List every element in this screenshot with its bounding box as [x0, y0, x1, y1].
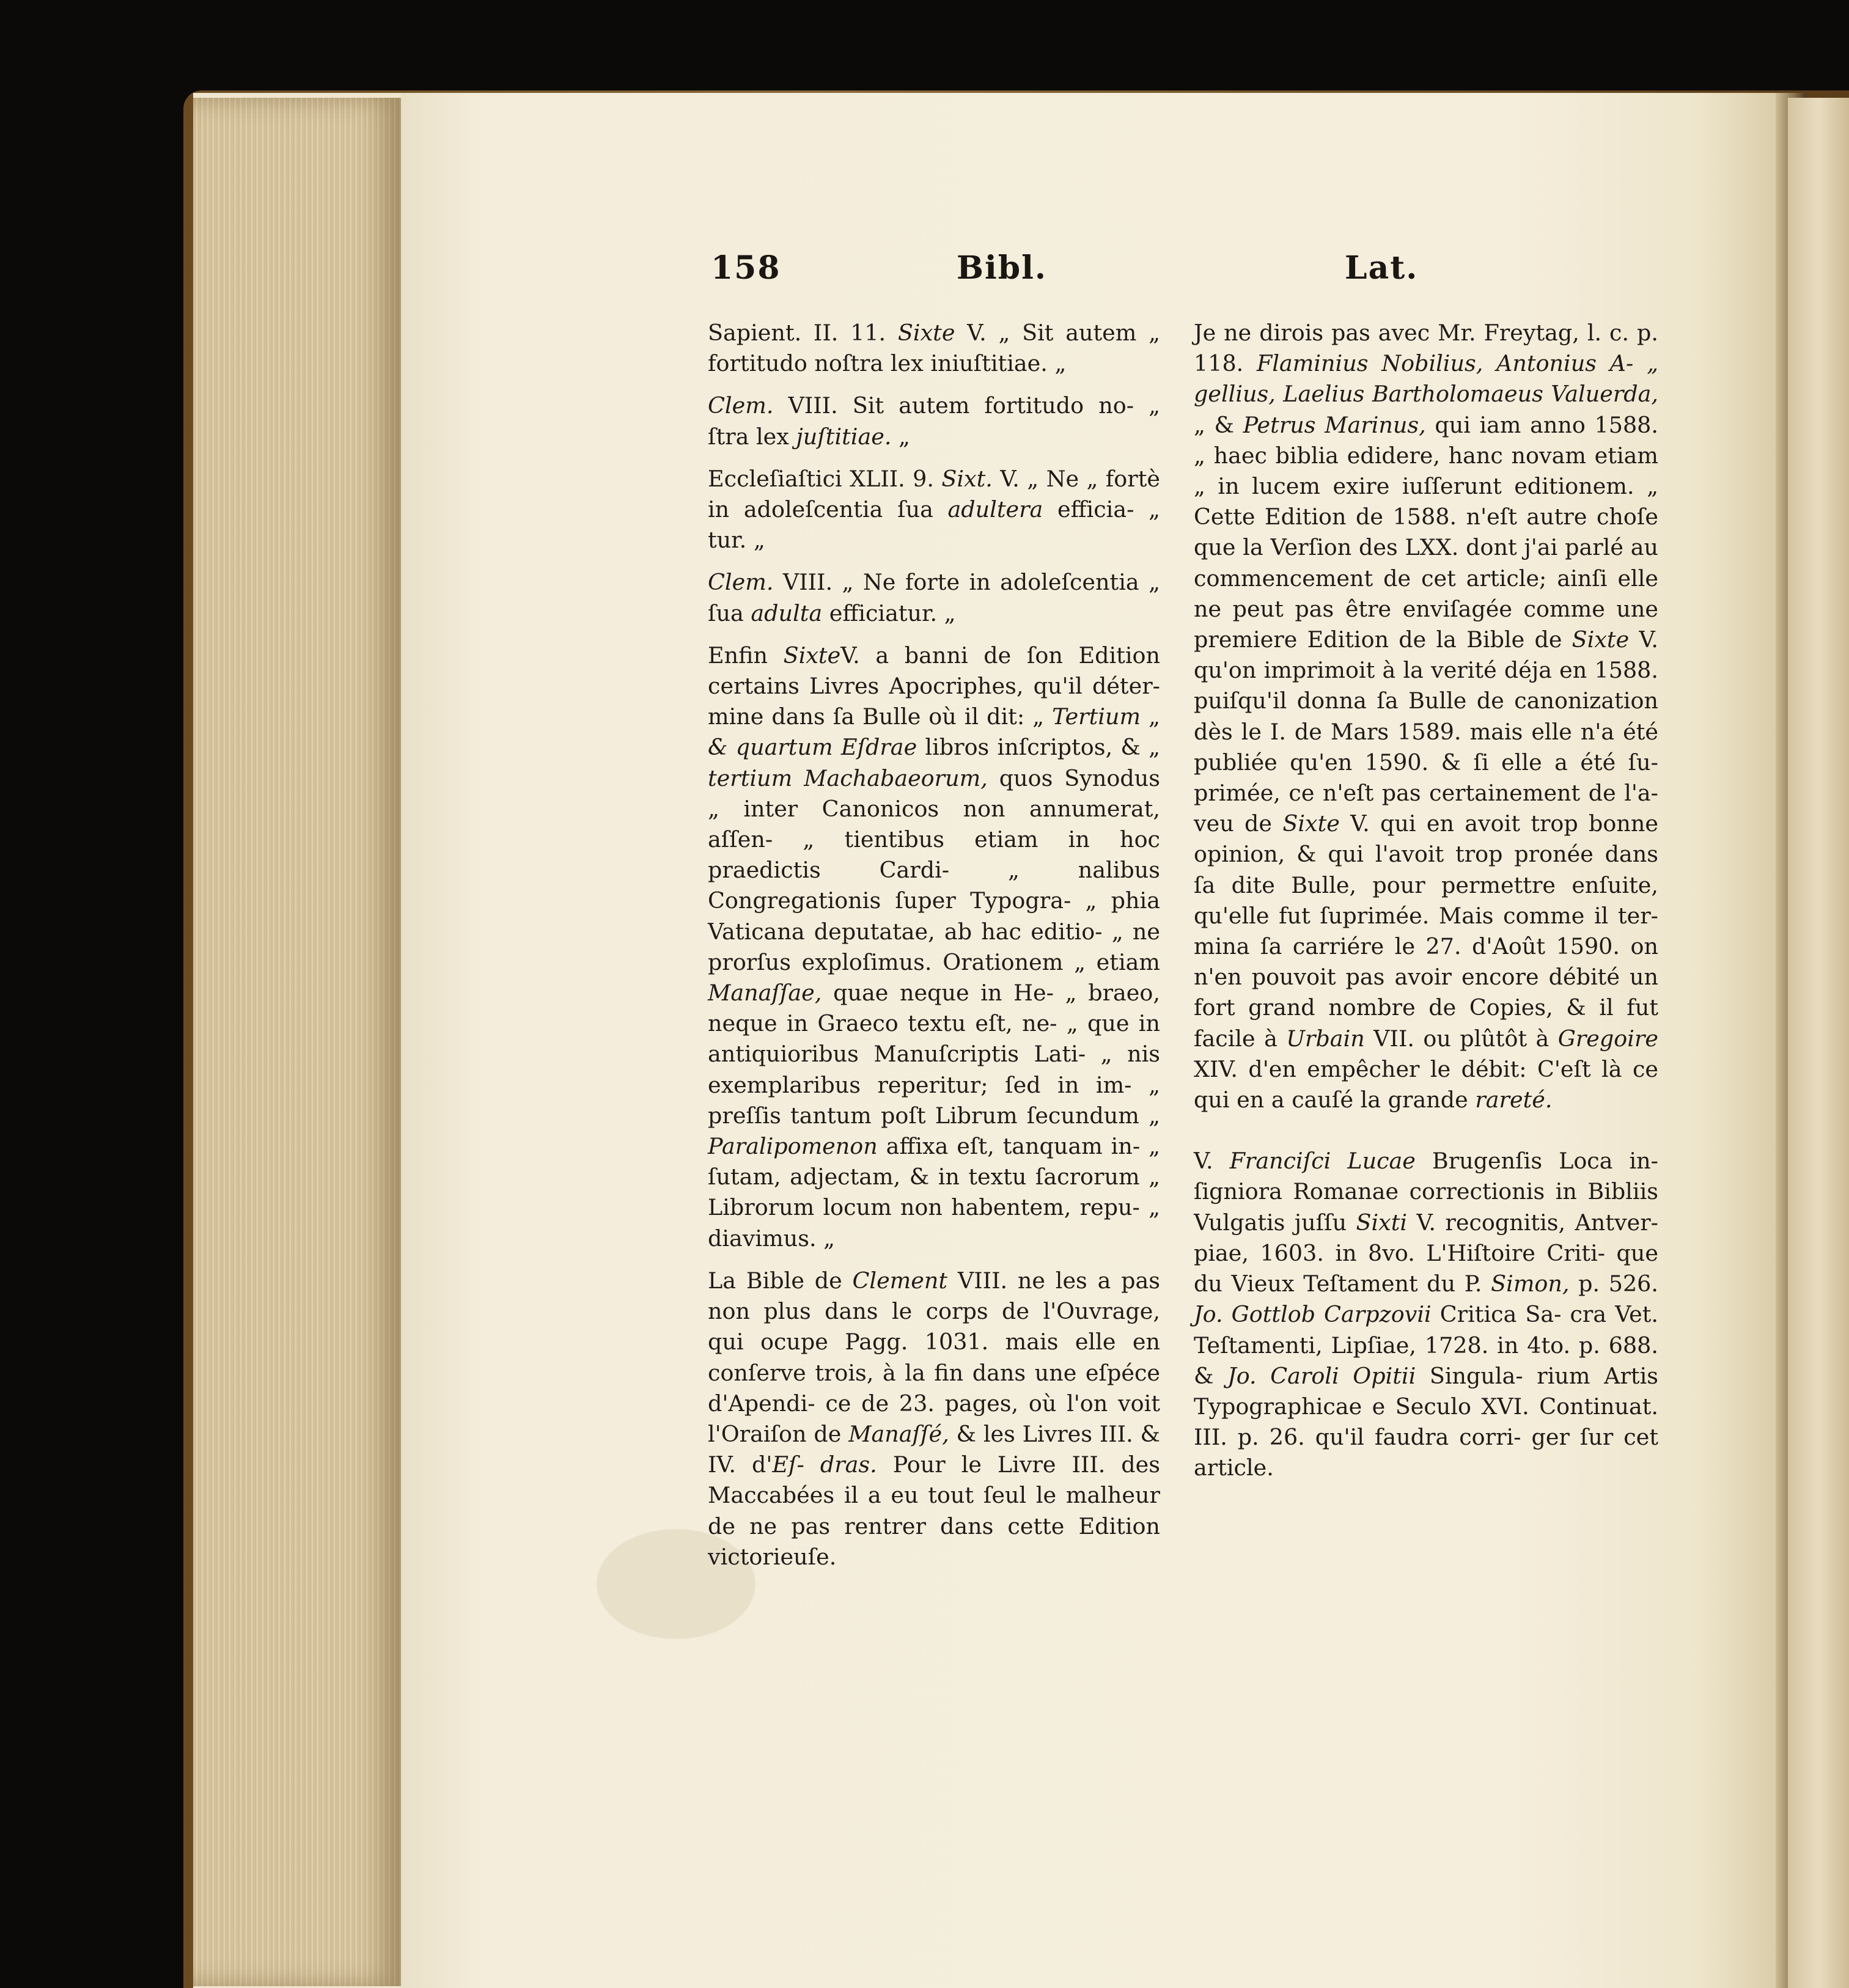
italic-run: Sixt.: [941, 465, 993, 492]
text-run: „: [1141, 703, 1161, 730]
text-run: VII. ou plûtôt à: [1364, 1025, 1558, 1052]
italic-run: Simon,: [1491, 1271, 1570, 1297]
italic-run: Urbain: [1286, 1025, 1365, 1052]
text-run: efficiatur. „: [822, 600, 956, 626]
text-run: quos Synodus „ inter Canonicos non annumerat, aſſen- „ tientibus etiam in hoc praedictis Cardi- „ nalibus Congregationis ſuper Typogra- „ phia Vaticana deputatae, ab hac editio- „ ne prorſus exploſimus. Orationem „ etiam: [708, 765, 1160, 975]
text-run: V. „ Sit autem „ fortitudo noſtra lex iniuſtitiae. „: [708, 320, 1161, 377]
italic-run: Clem.: [708, 569, 774, 596]
paragraph: [1194, 1146, 1658, 1483]
right-text-column: [1194, 318, 1658, 1484]
text-run: Sapient. II. 11.: [708, 320, 898, 346]
left-text-column: [708, 318, 1160, 1572]
text-run: quae neque in He- „ braeo, neque in Graeco textu eſt, ne- „ que in antiquioribus Manuſcriptis Lati- „ nis exemplaribus reperitur; ſed in im- „ preſſis tantum poſt Librum ſecundum „: [708, 980, 1160, 1129]
italic-run: Flaminius Nobilius, Antonius A- „ gellius, Laelius Bartholomaeus Valuerda,: [1194, 350, 1659, 408]
text-run: VIII. ne les a pas non plus dans le corps de l'Ouvrage, qui ocupe Pagg. 1031. mais elle en conſerve trois, à la fin dans une eſpéce d'Apendi- ce de 23. pages, où l'on voit l'Oraiſon de: [708, 1267, 1160, 1447]
text-run: & les Livres III. & IV. d': [708, 1420, 1160, 1478]
text-run: V.: [1194, 1148, 1230, 1175]
right-page-edge: [1788, 98, 1849, 1988]
text-run: libros inſcriptos, & „: [917, 734, 1160, 761]
italic-run: Paralipomenon: [708, 1133, 878, 1160]
text-run: efficia- „ tur. „: [708, 496, 1161, 554]
text-run: Enfin: [708, 642, 784, 669]
text-run: Critica Sa- cra Vet. Teſtamenti, Lipſiae, 1728. in 4to. p. 688. &: [1194, 1301, 1658, 1389]
text-run: „: [891, 423, 910, 450]
text-run: Eccleſiaſtici XLII. 9.: [708, 465, 942, 492]
italic-run: Jo. Caroli Opitii: [1227, 1362, 1416, 1389]
italic-run: tertium Machabaeorum,: [708, 765, 988, 791]
paragraph: [708, 391, 1160, 452]
paragraph: [708, 464, 1160, 556]
text-run: V. qu'on imprimoit à la verité déja en 1588. puiſqu'il donna ſa Bulle de canonization dès le I. de Mars 1589. mais elle n'a été publiée qu'en 1590. & ſi elle a été ſu- primée, ce n'eſt pas certainement de l'a- veu de: [1194, 626, 1659, 837]
text-run: V. a banni de ſon Edition certains Livres Apocriphes, qu'il déter- mine dans ſa Bulle où il dit: „: [708, 642, 1161, 730]
italic-run: Sixte: [783, 642, 841, 669]
text-run: p. 526.: [1569, 1271, 1658, 1297]
text-run: affixa eſt, tanquam in- „ ſutam, adjectam, & in textu ſacrorum „ Librorum locum non habentem, repu- „ diavimus. „: [708, 1133, 1160, 1252]
text-run: qui iam anno 1588. „ haec biblia edidere, hanc novam etiam „ in lucem exire iuſſerunt editionem. „ Cette Edition de 1588. n'eſt autre choſe que la Verſion des LXX. dont j'ai parlé au commencement de cet article; ainſi elle ne peut pas être enviſagée comme une premiere Edition de la Bible de: [1194, 411, 1658, 653]
italic-run: adulta: [751, 600, 823, 626]
text-run: VIII. „ Ne forte in adoleſcentia „ ſua: [708, 569, 1160, 626]
italic-run: & quartum Eſdrae: [708, 734, 917, 761]
italic-run: Sixte: [1571, 626, 1630, 653]
italic-run: Jo. Gottlob Carpzovii: [1194, 1301, 1432, 1328]
paragraph: [1194, 318, 1658, 1115]
italic-run: Tertium: [1052, 703, 1141, 730]
text-run: V. „ Ne „ fortè in adoleſcentia ſua: [708, 465, 1160, 523]
italic-run: Sixti: [1356, 1209, 1408, 1236]
italic-run: Sixte: [1282, 810, 1340, 837]
italic-run: Clement: [852, 1267, 948, 1294]
italic-run: Petrus Marinus,: [1243, 411, 1426, 438]
paragraph: [708, 1266, 1160, 1572]
italic-run: Sixte: [897, 320, 955, 346]
paragraph: [708, 640, 1160, 1254]
running-head-left: Bibl.: [957, 249, 1047, 287]
text-run: Singula- rium Artis Typographicae e Seculo XVI. Continuat. III. p. 26. qu'il faudra corri- ger ſur cet article.: [1194, 1362, 1658, 1481]
text-run: Brugenſis Loca in- ſigniora Romanae correctionis in Bibliis Vulgatis juſſu: [1194, 1148, 1659, 1236]
italic-run: adultera: [947, 496, 1043, 523]
text-run: VIII. Sit autem fortitudo no- „ ſtra lex: [708, 392, 1160, 450]
running-head-right: Lat.: [1345, 249, 1419, 287]
italic-run: Franciſci Lucae: [1229, 1148, 1416, 1175]
text-run: Je ne dirois pas avec Mr. Freytag, l. c. p. 118.: [1194, 320, 1658, 377]
italic-run: Gregoire: [1557, 1025, 1658, 1052]
italic-run: Clem.: [708, 392, 774, 419]
italic-run: Eſ- dras.: [772, 1451, 877, 1478]
paragraph: [708, 567, 1160, 628]
text-run: XIV. d'en empêcher le débit: C'eſt là ce qui en a cauſé la grande: [1194, 1055, 1658, 1113]
italic-run: Manaſſé,: [848, 1420, 949, 1447]
text-run: Pour le Livre III. des Maccabées il a eu tout ſeul le malheur de ne pas rentrer dans cette Edition victorieuſe.: [708, 1451, 1160, 1570]
paragraph: [708, 318, 1160, 379]
text-run: „ &: [1194, 411, 1243, 438]
page-fore-edge: [193, 98, 401, 1986]
italic-run: Manaſſae,: [708, 980, 822, 1007]
text-run: V. qui en avoit trop bonne opinion, & qui l'avoit trop pronée dans ſa dite Bulle, pour permettre enſuite, qu'elle fut ſuprimée. Mais comme il ter- mina ſa carriére le 27. d'Août 1590. on n'en pouvoit pas avoir encore débité un fort grand nombre de Copies, & il fut facile à: [1194, 810, 1658, 1052]
text-run: La Bible de: [708, 1267, 853, 1294]
italic-run: juſtitiae.: [796, 423, 892, 450]
text-run: V. recognitis, Antver- piae, 1603. in 8vo. L'Hiſtoire Criti- que du Vieux Teſtament du P.: [1194, 1209, 1658, 1297]
page-number: 158: [711, 249, 781, 287]
italic-run: rareté.: [1475, 1087, 1553, 1113]
